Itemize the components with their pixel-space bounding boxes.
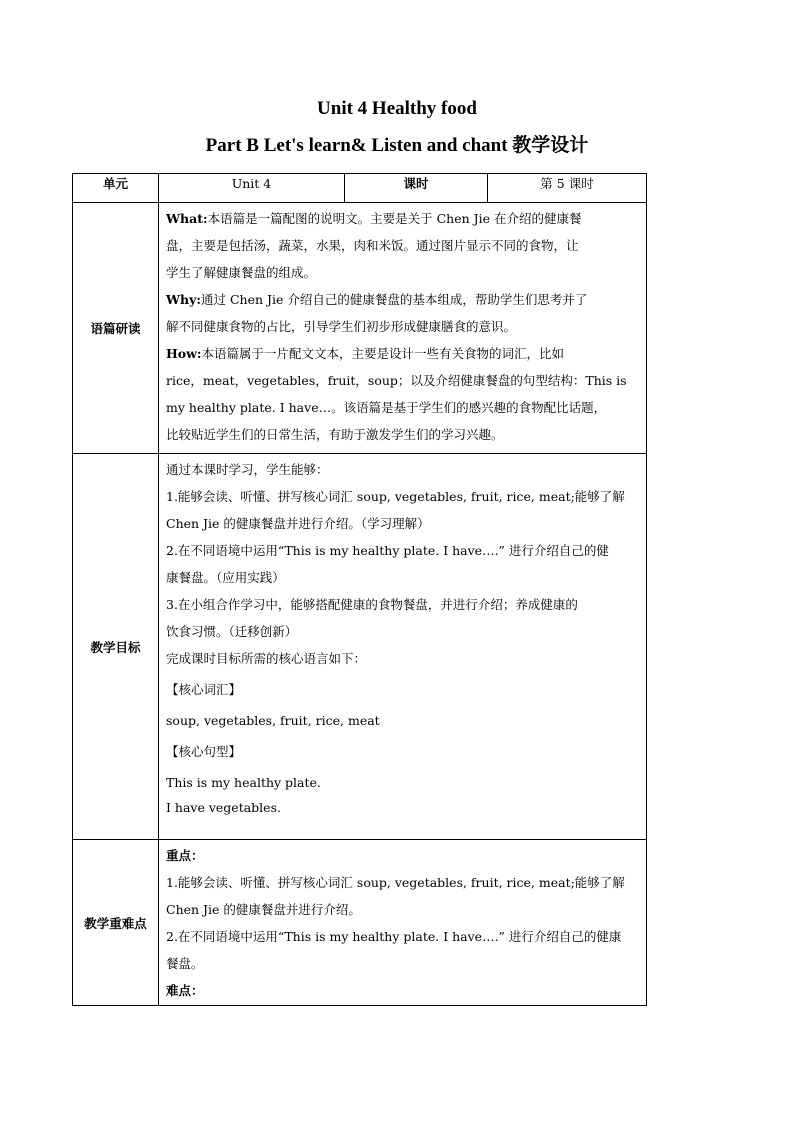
objective-3-line-1: 3.在小组合作学习中，能够搭配健康的食物餐盘，并进行介绍；养成健康的 xyxy=(166,597,578,612)
lesson-plan-table xyxy=(72,173,647,1006)
objective-1-line-1: 1.能够会读、听懂、拼写核心词汇 soup, vegetables, fruit, rice, meat;能够了解 xyxy=(166,489,625,504)
lesson-value: 第 5 课时 xyxy=(488,174,647,203)
core-language-intro: 完成课时目标所需的核心语言如下： xyxy=(166,651,367,666)
difficult-points-heading: 难点： xyxy=(166,983,204,998)
core-vocab: soup, vegetables, fruit, rice, meat xyxy=(166,713,380,728)
document-title: Unit 4 Healthy food xyxy=(317,98,477,119)
objectives-intro: 通过本课时学习，学生能够： xyxy=(166,462,329,477)
core-sentence-1: This is my healthy plate. xyxy=(166,775,321,790)
key-point-2-line-1: 2.在不同语境中运用“This is my healthy plate. I have….” 进行介绍自己的健康 xyxy=(166,929,622,944)
what-line-2: 盘，主要是包括汤，蔬菜，水果，肉和米饭。通过图片显示不同的食物，让 xyxy=(166,238,579,253)
key-points-heading: 重点： xyxy=(166,848,204,863)
how-line-4: 比较贴近学生们的日常生活，有助于激发学生们的学习兴趣。 xyxy=(166,427,504,442)
unit-label: 单元 xyxy=(73,174,159,203)
analysis-content xyxy=(159,203,647,454)
key-points-content xyxy=(159,840,647,1006)
objectives-content xyxy=(159,454,647,840)
core-sentence-2: I have vegetables. xyxy=(166,800,281,815)
how-line-2: rice，meat，vegetables，fruit，soup；以及介绍健康餐盘的句型结构：This is xyxy=(166,373,627,388)
key-point-1-line-2: Chen Jie 的健康餐盘并进行介绍。 xyxy=(166,902,361,917)
objective-1-line-2: Chen Jie 的健康餐盘并进行介绍。（学习理解） xyxy=(166,516,430,531)
objectives-label: 教学目标 xyxy=(73,454,159,840)
why-line-2: 解不同健康食物的占比，引导学生们初步形成健康膳食的意识。 xyxy=(166,319,517,334)
table-header-row xyxy=(73,174,647,203)
what-line-1: 本语篇是一篇配图的说明文。主要是关于 Chen Jie 在介绍的健康餐 xyxy=(207,211,582,226)
what-line-3: 学生了解健康餐盘的组成。 xyxy=(166,265,317,280)
key-points-label: 教学重难点 xyxy=(73,840,159,1006)
objectives-row xyxy=(73,454,647,840)
lesson-label: 课时 xyxy=(345,174,488,203)
what-tag: What: xyxy=(166,211,208,226)
vocab-heading: 【核心词汇】 xyxy=(166,682,242,697)
analysis-row xyxy=(73,203,647,454)
key-point-2-line-2: 餐盘。 xyxy=(166,956,204,971)
key-points-row xyxy=(73,840,647,1006)
unit-value: Unit 4 xyxy=(159,174,345,203)
why-line-1: 通过 Chen Jie 介绍自己的健康餐盘的基本组成，帮助学生们思考并了 xyxy=(201,292,588,307)
analysis-label: 语篇研读 xyxy=(73,203,159,454)
objective-2-line-2: 康餐盘。（应用实践） xyxy=(166,570,285,585)
how-line-3: my healthy plate. I have…。该语篇是基于学生们的感兴趣的食物配比话题， xyxy=(166,400,607,415)
how-line-1: 本语篇属于一片配文文本，主要是设计一些有关食物的词汇，比如 xyxy=(201,346,565,361)
how-tag: How: xyxy=(166,346,202,361)
why-tag: Why: xyxy=(166,292,202,307)
objective-2-line-1: 2.在不同语境中运用“This is my healthy plate. I have….” 进行介绍自己的健 xyxy=(166,543,609,558)
document-subtitle: Part B Let's learn& Listen and chant 教学设计 xyxy=(205,135,589,156)
key-point-1-line-1: 1.能够会读、听懂、拼写核心词汇 soup, vegetables, fruit, rice, meat;能够了解 xyxy=(166,875,625,890)
objective-3-line-2: 饮食习惯。（迁移创新） xyxy=(166,624,298,639)
sentence-heading: 【核心句型】 xyxy=(166,744,242,759)
